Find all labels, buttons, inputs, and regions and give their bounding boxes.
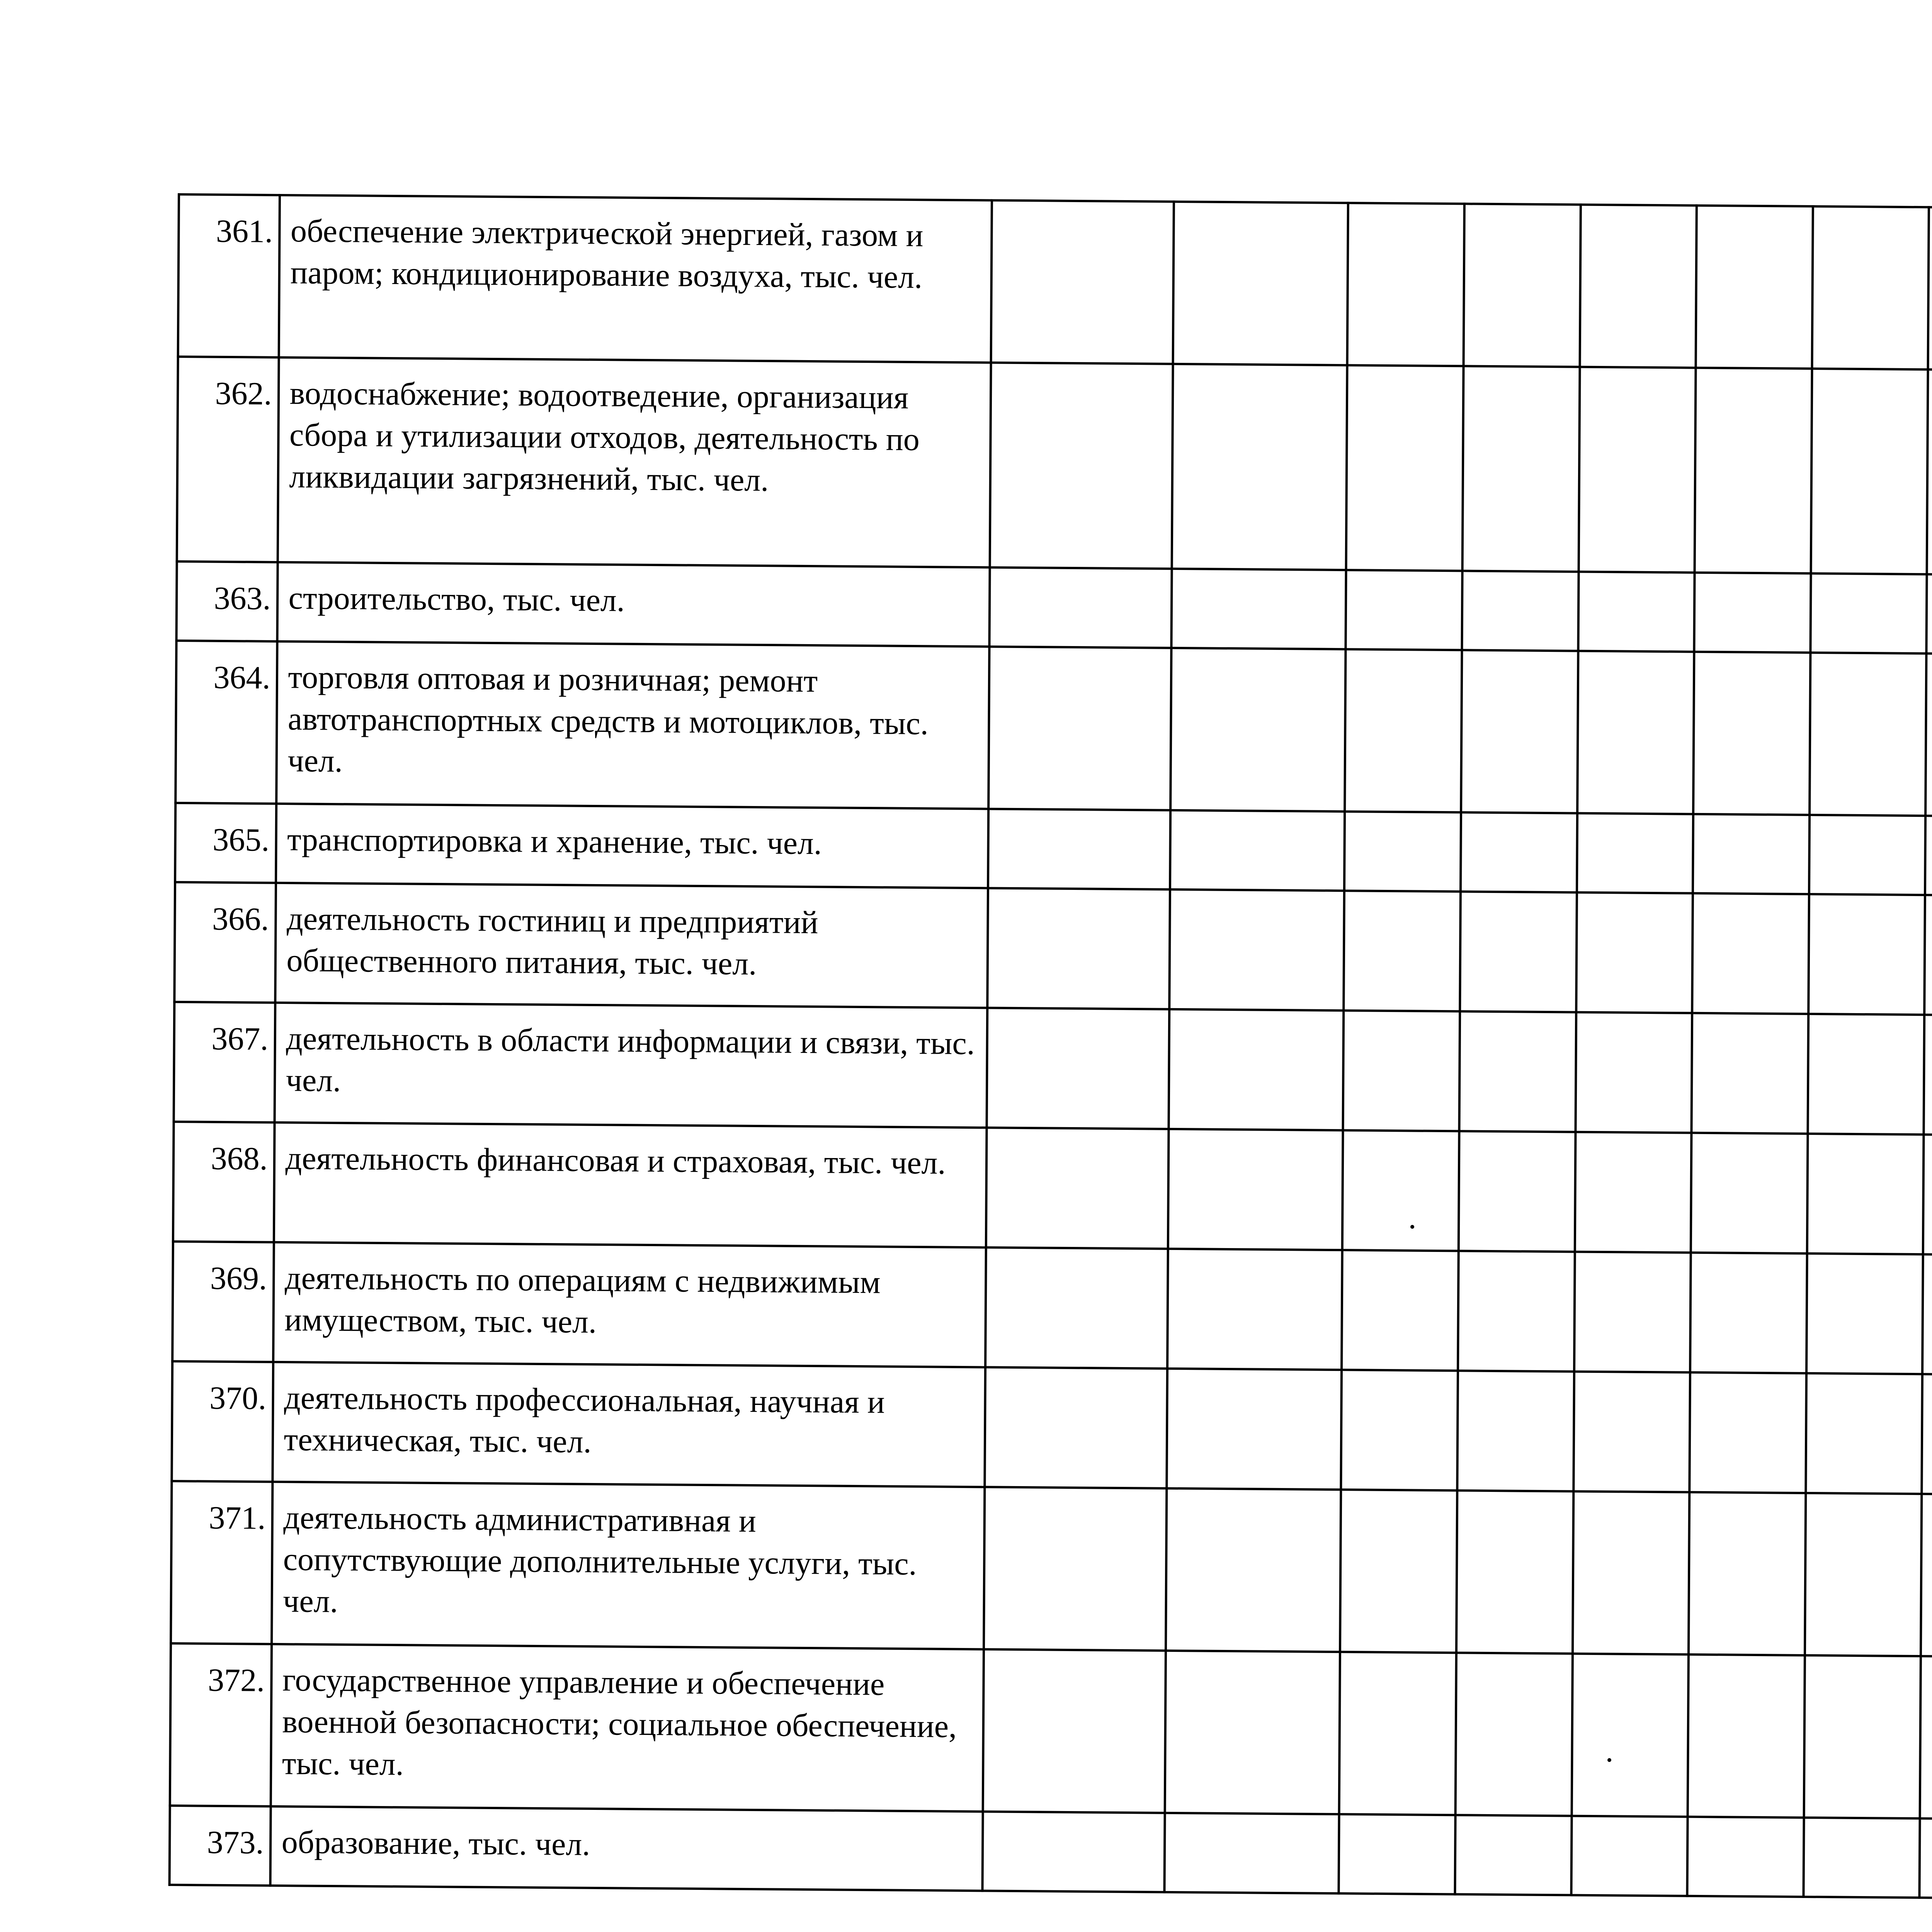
row-label: торговля оптовая и розничная; ремонт автотранспортных средств и мотоциклов, тыс. чел.	[276, 641, 990, 809]
value-cell[interactable]	[1571, 1816, 1688, 1896]
value-cell[interactable]	[1922, 1374, 1932, 1495]
value-cell[interactable]	[1341, 1370, 1458, 1490]
value-cell[interactable]	[983, 1811, 1165, 1892]
value-cell[interactable]	[1694, 573, 1811, 653]
value-cell[interactable]	[1808, 894, 1925, 1015]
value-cell[interactable]	[1688, 1655, 1805, 1818]
value-cell[interactable]	[1172, 569, 1346, 649]
value-cell[interactable]	[1459, 1131, 1575, 1252]
value-cell[interactable]	[989, 646, 1172, 810]
value-cell[interactable]	[1173, 202, 1348, 365]
value-cell[interactable]	[1808, 1014, 1924, 1134]
row-number: 367.	[174, 1002, 275, 1122]
value-cell[interactable]	[1696, 206, 1813, 369]
value-cell[interactable]	[1693, 814, 1810, 894]
value-cell[interactable]	[1928, 207, 1932, 370]
value-cell[interactable]	[1812, 206, 1929, 369]
value-cell[interactable]	[1920, 1656, 1932, 1819]
value-cell[interactable]	[1803, 1818, 1920, 1898]
value-cell[interactable]	[1463, 366, 1580, 571]
row-number: 361.	[178, 194, 280, 357]
value-cell[interactable]	[984, 1487, 1167, 1650]
value-cell[interactable]	[1690, 1372, 1806, 1493]
table-row	[174, 1002, 1932, 1141]
value-cell[interactable]	[991, 200, 1174, 364]
scan-speck	[1607, 1758, 1611, 1762]
value-cell[interactable]	[1922, 1254, 1932, 1375]
value-cell[interactable]	[1347, 203, 1464, 366]
value-cell[interactable]	[1577, 651, 1694, 814]
value-cell[interactable]	[1810, 653, 1927, 816]
row-label: деятельность гостиниц и предприятий общественного питания, тыс. чел.	[275, 883, 988, 1008]
row-label: транспортировка и хранение, тыс. чел.	[276, 804, 989, 888]
value-cell[interactable]	[1344, 811, 1461, 891]
value-cell[interactable]	[1346, 570, 1463, 650]
value-cell[interactable]	[1692, 893, 1809, 1014]
row-number: 371.	[171, 1481, 272, 1644]
value-cell[interactable]	[1576, 893, 1693, 1013]
value-cell[interactable]	[1339, 1814, 1456, 1894]
row-number: 366.	[174, 882, 276, 1003]
row-number: 362.	[177, 357, 279, 562]
value-cell[interactable]	[1923, 1134, 1932, 1255]
value-cell[interactable]	[1805, 1493, 1922, 1656]
value-cell[interactable]	[1924, 1015, 1932, 1135]
value-cell[interactable]	[983, 1649, 1166, 1813]
value-cell[interactable]	[1571, 1654, 1689, 1817]
row-number: 363.	[177, 561, 278, 641]
value-cell[interactable]	[1689, 1492, 1806, 1655]
value-cell[interactable]	[987, 1008, 1170, 1129]
value-cell[interactable]	[1577, 813, 1694, 893]
value-cell[interactable]	[1809, 815, 1926, 895]
row-label: деятельность финансовая и страховая, тыс. чел.	[274, 1122, 987, 1248]
value-cell[interactable]	[1464, 204, 1581, 367]
value-cell[interactable]	[988, 809, 1170, 889]
row-number: 370.	[172, 1361, 273, 1482]
value-cell[interactable]	[1456, 1490, 1573, 1653]
form-sheet	[168, 193, 1932, 1905]
value-cell[interactable]	[1806, 1253, 1923, 1374]
value-cell[interactable]	[1457, 1371, 1574, 1491]
value-cell[interactable]	[1342, 1250, 1458, 1371]
value-cell[interactable]	[1810, 573, 1927, 653]
value-cell[interactable]	[1339, 1652, 1456, 1815]
table-row	[172, 1361, 1932, 1500]
row-label: деятельность административная и сопутствующие дополнительные услуги, тыс. чел.	[272, 1482, 985, 1650]
value-cell[interactable]	[1811, 369, 1928, 574]
value-cell[interactable]	[1458, 1251, 1575, 1371]
value-cell[interactable]	[1460, 891, 1577, 1012]
value-cell[interactable]	[1807, 1134, 1924, 1254]
value-cell[interactable]	[1695, 368, 1812, 573]
value-cell[interactable]	[1806, 1373, 1922, 1494]
value-cell[interactable]	[1580, 205, 1697, 368]
value-cell[interactable]	[988, 888, 1170, 1009]
value-cell[interactable]	[1171, 648, 1346, 811]
table-row	[171, 1481, 1932, 1662]
value-cell[interactable]	[1172, 364, 1347, 570]
value-cell[interactable]	[1461, 812, 1577, 892]
value-cell[interactable]	[1344, 891, 1461, 1011]
value-cell[interactable]	[1574, 1252, 1691, 1372]
table-row	[177, 357, 1932, 580]
row-number: 368.	[173, 1122, 274, 1242]
value-cell[interactable]	[1578, 367, 1696, 573]
value-cell[interactable]	[1343, 1010, 1460, 1131]
row-label: деятельность профессиональная, научная и техническая, тыс. чел.	[272, 1362, 986, 1487]
value-cell[interactable]	[1169, 1009, 1344, 1130]
row-label: обеспечение электрической энергией, газом и паром; кондиционирование воздуха, тыс. чел.	[279, 195, 992, 363]
table-row	[175, 641, 1932, 822]
value-cell[interactable]	[1455, 1815, 1571, 1895]
value-cell[interactable]	[990, 362, 1173, 568]
table-row	[173, 1122, 1932, 1260]
value-cell[interactable]	[1461, 650, 1578, 813]
row-label: водоснабжение; водоотведение, организация сбора и утилизации отходов, деятельность по ликвидации загрязнений, тыс. чел.	[277, 357, 991, 568]
value-cell[interactable]	[1170, 810, 1345, 891]
scan-speck	[1410, 1225, 1414, 1229]
row-label: строительство, тыс. чел.	[277, 562, 990, 647]
value-cell[interactable]	[1921, 1494, 1932, 1657]
value-cell[interactable]	[1804, 1655, 1921, 1818]
value-cell[interactable]	[1690, 1253, 1807, 1373]
value-cell[interactable]	[1575, 1132, 1691, 1253]
value-cell[interactable]	[1342, 1130, 1459, 1251]
table-row	[172, 1242, 1932, 1380]
value-cell[interactable]	[1691, 1133, 1808, 1253]
value-cell[interactable]	[990, 567, 1172, 648]
value-cell[interactable]	[986, 1247, 1168, 1368]
value-cell[interactable]	[1167, 1369, 1342, 1490]
value-cell[interactable]	[1166, 1488, 1341, 1652]
value-cell[interactable]	[1573, 1492, 1690, 1655]
table-row	[174, 882, 1932, 1021]
row-number: 364.	[175, 641, 277, 804]
value-cell[interactable]	[1459, 1011, 1576, 1132]
value-cell[interactable]	[1927, 574, 1932, 654]
value-cell[interactable]	[1346, 365, 1464, 571]
row-number: 373.	[170, 1806, 271, 1886]
value-cell[interactable]	[1578, 572, 1695, 652]
table-body	[170, 194, 1932, 1904]
value-cell[interactable]	[1926, 653, 1932, 816]
row-number: 372.	[170, 1643, 272, 1806]
value-cell[interactable]	[1573, 1372, 1690, 1492]
value-cell[interactable]	[1925, 895, 1932, 1015]
value-cell[interactable]	[1340, 1490, 1457, 1653]
row-number: 369.	[172, 1242, 274, 1362]
value-cell[interactable]	[1927, 369, 1932, 575]
value-cell[interactable]	[1456, 1653, 1573, 1816]
table-row	[170, 1643, 1932, 1825]
value-cell[interactable]	[1165, 1651, 1340, 1814]
value-cell[interactable]	[1345, 649, 1462, 812]
value-cell[interactable]	[1165, 1813, 1339, 1893]
value-cell[interactable]	[1693, 652, 1810, 815]
value-cell[interactable]	[986, 1128, 1169, 1248]
row-number: 365.	[175, 803, 276, 883]
value-cell[interactable]	[985, 1367, 1168, 1488]
value-cell[interactable]	[1170, 889, 1345, 1010]
table-row	[178, 194, 1932, 376]
value-cell[interactable]	[1925, 816, 1932, 896]
row-label: деятельность в области информации и связи, тыс. чел.	[274, 1003, 988, 1128]
row-label: образование, тыс. чел.	[270, 1806, 983, 1891]
value-cell[interactable]	[1692, 1013, 1808, 1134]
value-cell[interactable]	[1920, 1818, 1932, 1898]
value-cell[interactable]	[1687, 1817, 1804, 1897]
table-row	[170, 1806, 1932, 1904]
row-label: государственное управление и обеспечение военной безопасности; социальное обеспечение, тыс. чел.	[270, 1644, 984, 1812]
value-cell[interactable]	[1575, 1012, 1692, 1133]
indicator-table	[168, 193, 1932, 1905]
value-cell[interactable]	[1462, 571, 1578, 651]
value-cell[interactable]	[1168, 1129, 1343, 1250]
value-cell[interactable]	[1167, 1249, 1342, 1370]
row-label: деятельность по операциям с недвижимым имуществом, тыс. чел.	[273, 1242, 986, 1367]
